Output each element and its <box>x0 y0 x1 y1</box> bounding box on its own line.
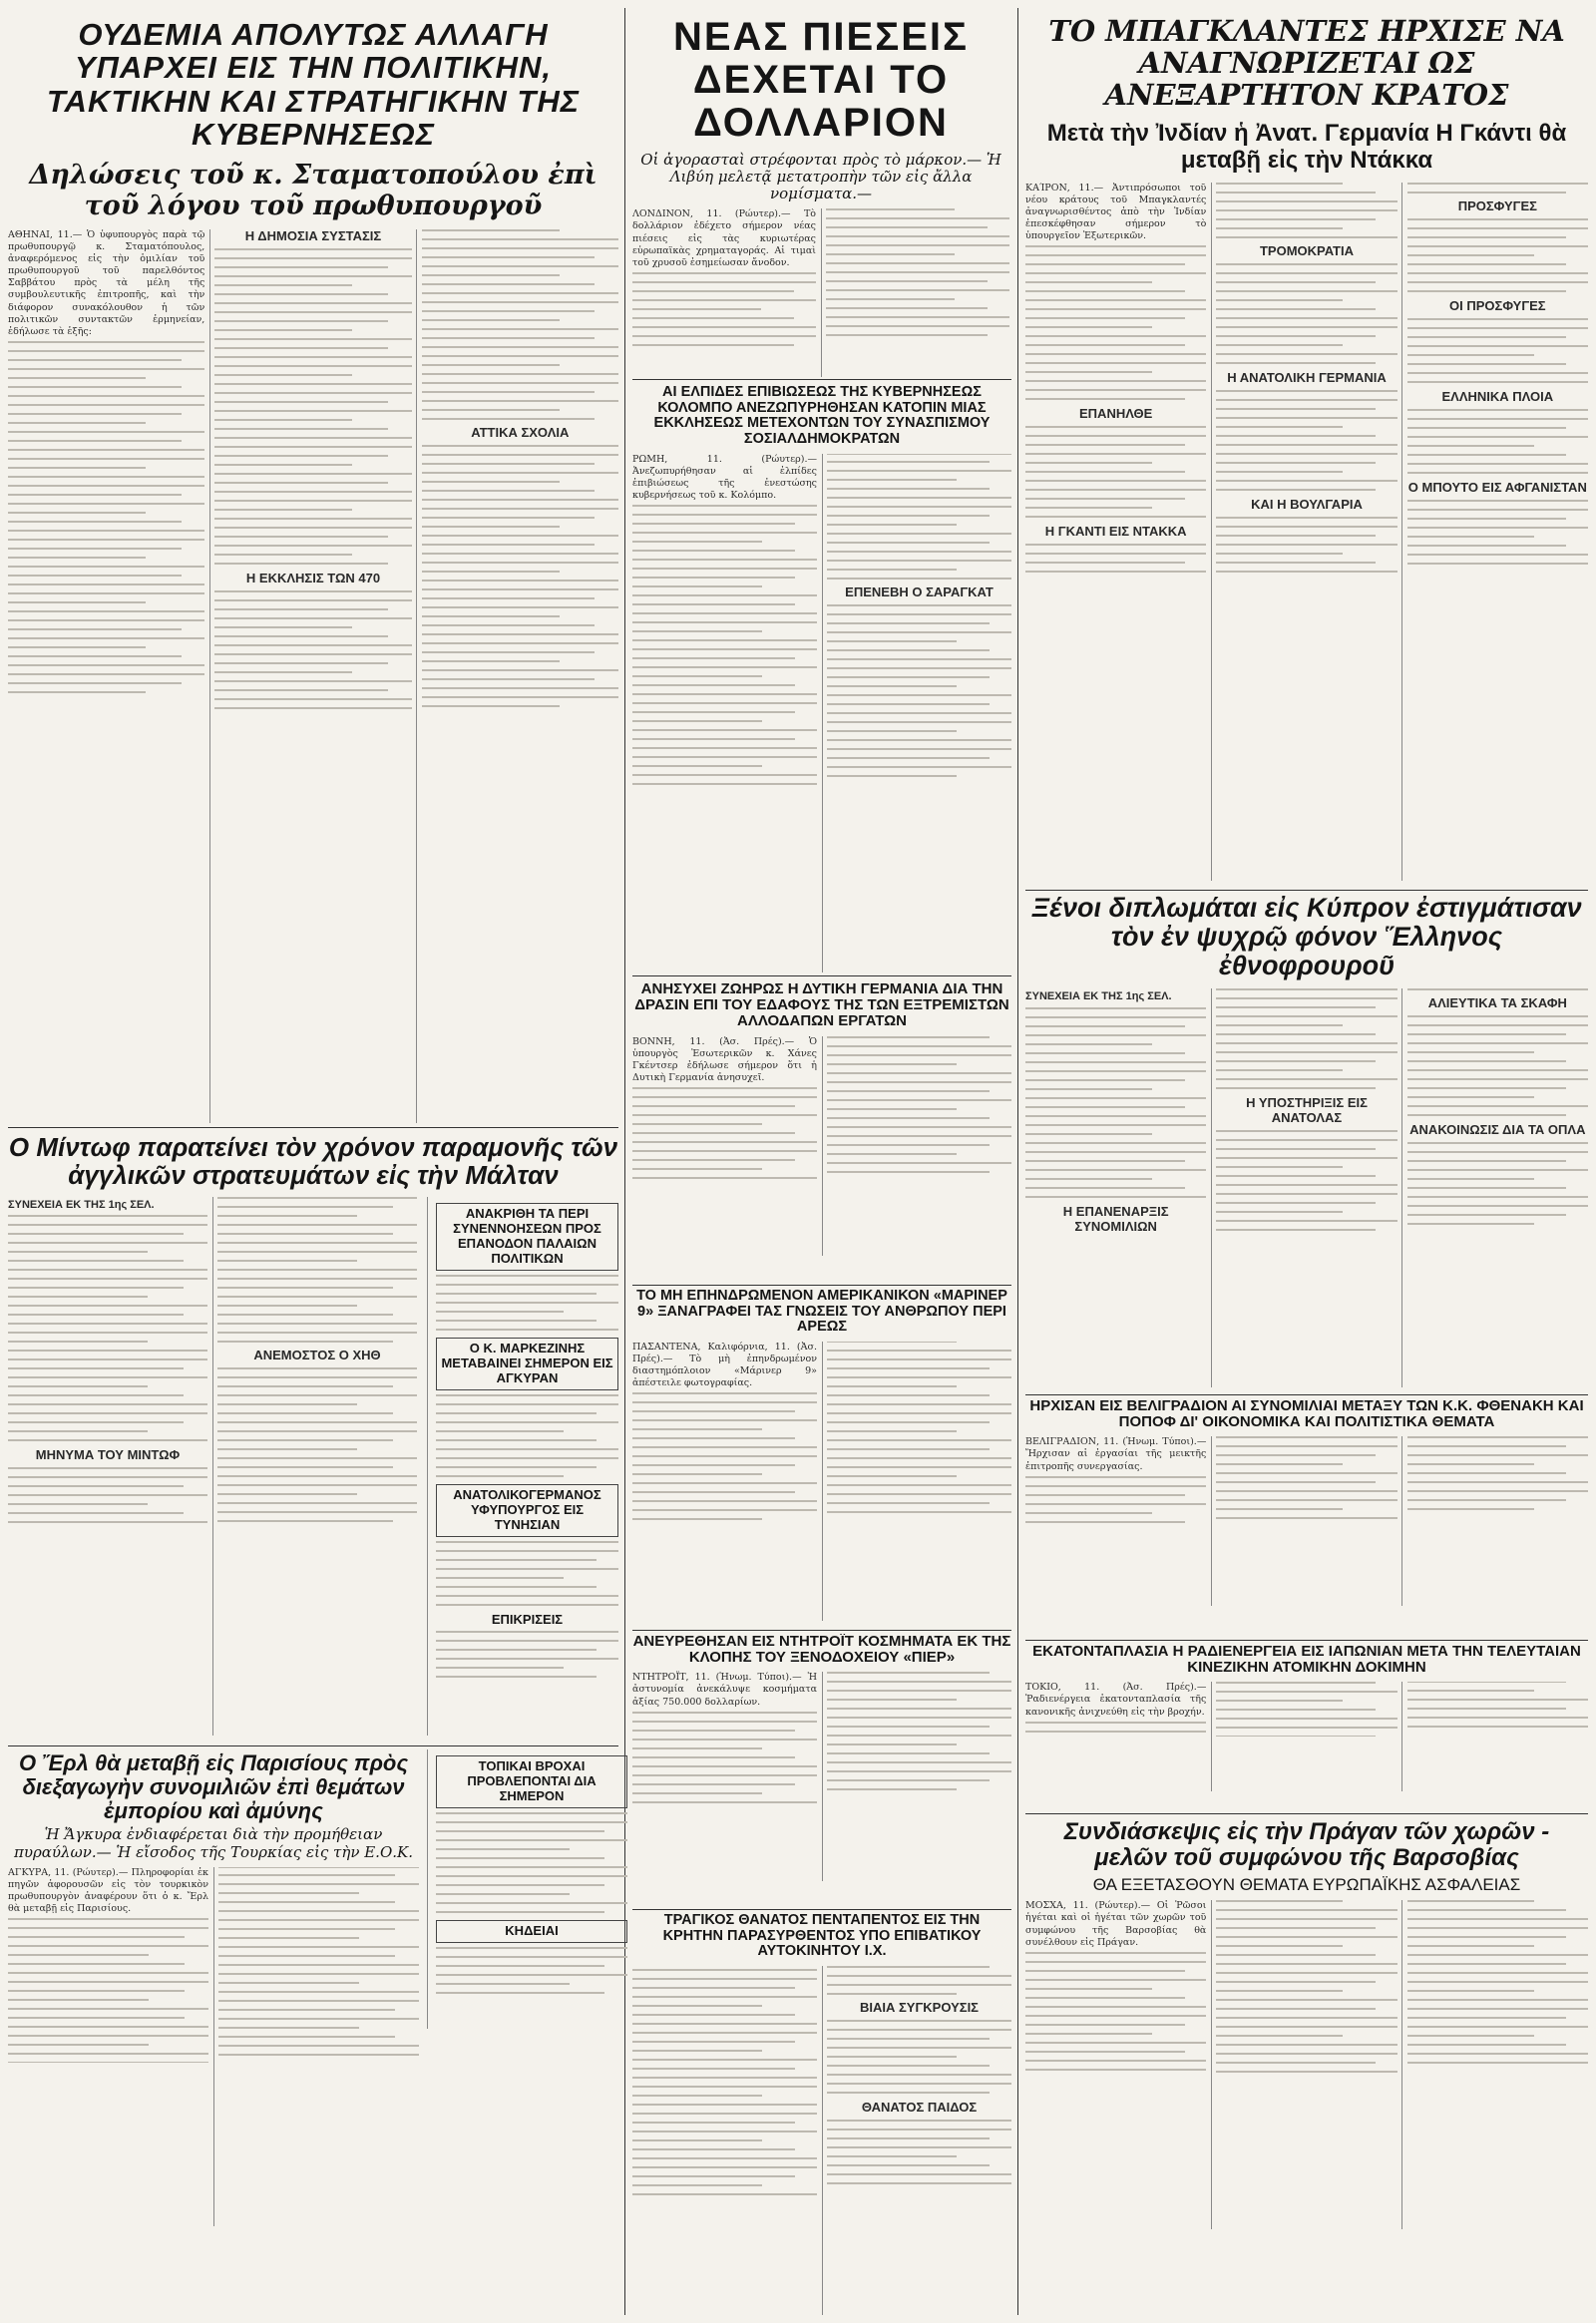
body-text-lines <box>1025 426 1206 518</box>
body-text-lines <box>1407 318 1588 383</box>
article-body <box>8 229 618 1123</box>
divider <box>8 1745 618 1746</box>
section-heading: ΕΛΛΗΝΙΚΑ ΠΛΟΙΑ <box>1441 388 1554 404</box>
body-text-lines <box>436 1394 618 1477</box>
headline: ΑΝΕΥΡΕΘΗΣΑΝ ΕΙΣ ΝΤΗΤΡΟΪΤ ΚΟΣΜΗΜΑΤΑ ΕΚ ΤΗΣ ΚΛΟΠΗΣ ΤΟΥ ΞΕΝΟΔΟΧΕΙΟΥ «ΠΙΕΡ» <box>632 1634 1011 1667</box>
article-mariner-9 <box>632 1289 1011 1628</box>
newspaper-page <box>8 8 1588 2315</box>
section-heading: ΜΗΝΥΜΑ ΤΟΥ ΜΙΝΤΩΦ <box>35 1447 181 1463</box>
body-text-lines <box>1407 409 1588 474</box>
body-text-lines <box>1025 1007 1206 1198</box>
section-heading: Η ΔΗΜΟΣΙΑ ΣΥΣΤΑΣΙΣ <box>244 227 382 243</box>
article-lead: ΡΩΜΗ, 11. (Ρώυτερ).— Ἀνεζωπυρήθησαν αἱ ἐλπίδες ἐπιβιώσεως τῆς ἐνεστώσης κυβερνήσεως τοῦ κ. Κολόμπο. <box>632 453 821 501</box>
body-text-lines <box>1407 500 1588 565</box>
subheadline: Οἱ ἀγορασταὶ στρέφονται πρὸς τὸ μάρκον.— Ἡ Λιβύη μελετᾷ μετατροπὴν τῶν εἰς ἄλλα νομίσματα.— <box>640 150 1001 203</box>
headline: Ο Μίντωφ παρατείνει τὸν χρόνον παραμονῆς τῶν ἀγγλικῶν στρατευμάτων εἰς τὴν Μάλταν <box>8 1133 618 1191</box>
article-crete-accident <box>632 1913 1011 2315</box>
article-body <box>1025 183 1588 881</box>
section-heading: ΤΡΟΜΟΚΡΑΤΙΑ <box>1259 242 1354 258</box>
section-heading: Η ΥΠΟΣΤΗΡΙΞΙΣ ΕΙΣ ΑΝΑΤΟΛΑΣ <box>1246 1095 1368 1126</box>
body-text-lines <box>1025 245 1206 400</box>
article-body <box>8 1867 419 2226</box>
body-text-lines <box>827 2120 1011 2184</box>
body-text-lines <box>214 248 411 565</box>
brief-heading: Ο Κ. ΜΑΡΚΕΖΙΝΗΣ ΜΕΤΑΒΑΙΝΕΙ ΣΗΜΕΡΟΝ ΕΙΣ ΑΓΚΥΡΑΝ <box>436 1338 618 1390</box>
article-body <box>632 1672 1011 1881</box>
section-heading: ΕΠΕΝΕΒΗ Ο ΣΑΡΑΓΚΑΤ <box>845 583 994 599</box>
section-heading: ΑΝΑΚΟΙΝΩΣΙΣ ΔΙΑ ΤΑ ΟΠΛΑ <box>1409 1122 1586 1138</box>
article-japan-radiation <box>1025 1644 1588 1813</box>
body-text-lines <box>436 1812 627 1913</box>
article-lead: ΤΟΚΙΟ, 11. (Ἀσ. Πρές).— Ῥαδιενέργεια ἑκατονταπλασία τῆς κανονικῆς ἀνιχνεύθη εἰς τὴν βροχήν. <box>1025 1682 1210 1718</box>
section-heading: ΑΤΤΙΚΑ ΣΧΟΛΙΑ <box>471 424 570 440</box>
brief-heading: ΑΝΑΤΟΛΙΚΟΓΕΡΜΑΝΟΣ ΥΦΥΠΟΥΡΓΟΣ ΕΙΣ ΤΥΝΗΣΙΑΝ <box>436 1484 618 1537</box>
continued-label: ΣΥΝΕΧΕΙΑ ΕΚ ΤΗΣ 1ης ΣΕΛ. <box>8 1199 155 1212</box>
headline: ΤΟ ΜΗ ΕΠΗΝΔΡΩΜΕΝΟΝ ΑΜΕΡΙΚΑΝΙΚΟΝ «ΜΑΡΙΝΕΡ 9» ΞΑΝΑΓΡΑΦΕΙ ΤΑΣ ΓΝΩΣΕΙΣ ΤΟΥ ΑΝΘΡΩΠΟΥ ΠΕΡΙ ΑΡΕΩΣ <box>636 1289 1007 1336</box>
article-body <box>1025 988 1588 1387</box>
section-heading: Η ΑΝΑΤΟΛΙΚΗ ΓΕΡΜΑΝΙΑ <box>1227 369 1387 385</box>
body-text-lines <box>8 341 204 693</box>
briefs-weather-funerals <box>427 1749 627 2029</box>
body-text-lines <box>1407 1015 1588 1116</box>
article-lead: ΑΘΗΝΑΙ, 11.— Ὁ ὑφυπουργὸς παρὰ τῷ πρωθυπουργῷ κ. Σταματόπουλος, ἀναφερόμενος εἰς τὴν ὁμιλίαν τοῦ πρωθυπουργοῦ τοῦ παρελθόντος Σαββάτου πρὸς τὰ μέλη τῆς συμβουλευτικῆς ἐπιτροπῆς, καὶ τὴν διάφορον συνακόλουθον ἡ τῶν πολιτικῶν συντακτῶν ἐρμηνείαν, ἐδήλωσε τὰ ἑξῆς: <box>8 228 208 337</box>
article-bangladesh <box>1025 8 1588 886</box>
article-body <box>8 1197 417 1736</box>
article-erim-paris <box>8 1751 419 2315</box>
section-heading: Η ΓΚΑΝΤΙ ΕΙΣ ΝΤΑΚΚΑ <box>1044 524 1187 540</box>
section-heading: Ο ΜΠΟΥΤΟ ΕΙΣ ΑΦΓΑΝΙΣΤΑΝ <box>1407 479 1587 495</box>
article-lead: ΚΑΊΡΟΝ, 11.— Ἀντιπρόσωποι τοῦ νέου κράτους τοῦ Μπαγκλαντές ἀναγνωρισθέντος ἀπὸ τὴν Ἰνδίαν ἐπεσκέφθησαν σήμερον τὸ ὑπουργεῖον Ἐξωτερικῶν. <box>1025 182 1210 242</box>
article-body <box>1025 1436 1588 1606</box>
article-body <box>1025 1682 1588 1791</box>
body-text-lines <box>422 445 618 707</box>
article-body <box>632 1342 1011 1621</box>
article-body <box>1025 1900 1588 2229</box>
body-text-lines <box>827 2020 1011 2094</box>
section-heading: Η ΕΠΑΝΕΝΑΡΞΙΣ ΣΥΝΟΜΙΛΙΩΝ <box>1062 1203 1169 1234</box>
article-lead: ΜΟΣΧΑ, 11. (Ρώυτερ).— Οἱ Ῥῶσοι ἡγέται καὶ οἱ ἡγέται τῶν χωρῶν τοῦ συμφώνου τῆς Βαρσοβίας θὰ συνέλθουν εἰς Πράγαν. <box>1025 1900 1210 1948</box>
article-cyprus <box>1025 894 1588 1392</box>
headline: ΑΙ ΕΛΠΙΔΕΣ ΕΠΙΒΙΩΣΕΩΣ ΤΗΣ ΚΥΒΕΡΝΗΣΕΩΣ ΚΟΛΟΜΠΟ ΑΝΕΖΩΠΥΡΗΘΗΣΑΝ ΚΑΤΟΠΙΝ ΜΙΑΣ ΕΚΚΛΗΣΕΩΣ ΜΕΤΕΧΟΝΤΩΝ ΤΟΥ ΣΥΝΑΣΠΙΣΜΟΥ ΣΟΣΙΑΛΔΗΜΟΚΡΑΤΩΝ <box>653 385 991 447</box>
body-text-lines <box>827 604 1011 777</box>
divider <box>632 379 1011 380</box>
article-body <box>632 208 1009 377</box>
section-heading: ΠΡΟΣΦΥΓΕΣ <box>1457 197 1537 213</box>
body-text-lines <box>1216 988 1396 1089</box>
brief-heading: ΑΝΑΚΡΙΘΗ ΤΑ ΠΕΡΙ ΣΥΝΕΝΝΟΗΣΕΩΝ ΠΡΟΣ ΕΠΑΝΟΔΟΝ ΠΑΛΑΙΩΝ ΠΟΛΙΤΙΚΩΝ <box>436 1203 618 1271</box>
article-detroit-jewels <box>632 1634 1011 1908</box>
headline: ΟΥΔΕΜΙΑ ΑΠΟΛΥΤΩΣ ΑΛΛΑΓΗ ΥΠΑΡΧΕΙ ΕΙΣ ΤΗΝ ΠΟΛΙΤΙΚΗΝ, ΤΑΚΤΙΚΗΝ ΚΑΙ ΣΤΡΑΤΗΓΙΚΗΝ ΤΗΣ ΚΥΒΕΡΝΗΣΕΩΣ <box>46 17 581 153</box>
headline: ΤΟ ΜΠΑΓΚΛΑΝΤΕΣ ΗΡΧΙΣΕ ΝΑ ΑΝΑΓΝΩΡΙΖΕΤΑΙ ΩΣ ΑΝΕΞΑΡΤΗΤΟΝ ΚΡΑΤΟΣ <box>1048 14 1565 112</box>
subheadline: ΘΑ ΕΞΕΤΑΣΘΟΥΝ ΘΕΜΑΤΑ ΕΥΡΩΠΑΪΚΗΣ ΑΣΦΑΛΕΙΑΣ <box>1092 1874 1521 1894</box>
divider <box>1025 1394 1588 1395</box>
article-colombo-government <box>632 385 1011 973</box>
column-rule <box>624 8 625 1075</box>
headline: Συνδιάσκεψις εἰς τὴν Πράγαν τῶν χωρῶν - μελῶν τοῦ συμφώνου τῆς Βαρσοβίας <box>1063 1819 1550 1871</box>
body-text-lines <box>1407 218 1588 292</box>
body-text-lines <box>217 1367 417 1522</box>
divider <box>632 1285 1011 1286</box>
section-heading: ΒΙΑΙΑ ΣΥΓΚΡΟΥΣΙΣ <box>860 1999 979 2015</box>
article-body <box>632 1036 1011 1256</box>
briefs-column <box>427 1197 618 1736</box>
section-heading: ΟΙ ΠΡΟΣΦΥΓΕΣ <box>1449 297 1546 313</box>
divider <box>8 1127 618 1128</box>
article-west-germany <box>632 981 1011 1281</box>
headline: ΗΡΧΙΣΑΝ ΕΙΣ ΒΕΛΙΓΡΑΔΙΟΝ ΑΙ ΣΥΝΟΜΙΛΙΑΙ ΜΕΤΑΞΥ ΤΩΝ Κ.Κ. ΦΘΕΝΑΚΗ ΚΑΙ ΠΟΠΟΦ ΔΙ' ΟΙΚΟΝΟΜΙΚΑ ΚΑΙ ΠΟΛΙΤΙΣΤΙΚΑ ΘΕΜΑΤΑ <box>1029 1398 1584 1431</box>
article-lead: ΒΟΝΝΗ, 11. (Ἀσ. Πρές).— Ὁ ὑπουργὸς Ἐσωτερικῶν κ. Χάνες Γκέντσερ ἐδήλωσε σήμερον ὅτι ἡ Δυτικὴ Γερμανία ἀνησυχεῖ. <box>632 1035 821 1083</box>
body-text-lines <box>436 1631 618 1678</box>
headline: ΤΡΑΓΙΚΟΣ ΘΑΝΑΤΟΣ ΠΕΝΤΑΠΕΝΤΟΣ ΕΙΣ ΤΗΝ ΚΡΗΤΗΝ ΠΑΡΑΣΥΡΘΕΝΤΟΣ ΥΠΟ ΕΠΙΒΑΤΙΚΟΥ ΑΥΤΟΚΙΝΗΤΟΥ Ι.Χ. <box>662 1913 982 1960</box>
divider <box>632 975 1011 976</box>
divider <box>1025 1813 1588 1814</box>
headline: Ο Ἔρλ θὰ μεταβῇ εἰς Παρισίους πρὸς διεξαγωγὴν συνομιλιῶν ἐπὶ θεμάτων ἐμπορίου καὶ ἀμύνης <box>18 1751 409 1823</box>
section-heading: ΚΑΙ Η ΒΟΥΛΓΑΡΙΑ <box>1251 496 1363 512</box>
article-lead: ΝΤΗΤΡΟΪΤ, 11. (Ἡνωμ. Τύποι).— Ἡ ἀστυνομία ἀνεκάλυψε κοσμήματα ἀξίας 750.000 δολλαρίων. <box>632 1672 821 1708</box>
column-rule <box>624 1075 625 2315</box>
article-lead: ΛΟΝΔΙΝΟΝ, 11. (Ρώυτερ).— Τὸ δολλάριον ἐδέχετο σήμερον νέας πιέσεις εἰς τὰς κυριωτέρας εὐρωπαϊκὰς χρηματαγοράς. Αἱ τιμαὶ τοῦ χρυσοῦ ἐσημείωσαν ἄνοδον. <box>632 208 820 268</box>
body-text-lines <box>1216 390 1396 491</box>
section-heading: Η ΕΚΚΛΗΣΙΣ ΤΩΝ 470 <box>245 570 381 585</box>
subheadline: Δηλώσεις τοῦ κ. Σταματοπούλου ἐπὶ τοῦ λόγου τοῦ πρωθυπουργοῦ <box>29 159 598 221</box>
section-heading: ΑΝΕΜΟΣΤΟΣ Ο ΧΗΘ <box>253 1348 381 1363</box>
body-text-lines <box>436 1275 618 1331</box>
divider <box>632 1909 1011 1910</box>
subheadline: Μετὰ τὴν Ἰνδίαν ἡ Ἀνατ. Γερμανία Η Γκάντι θὰ μεταβῇ εἰς τὴν Ντάκκα <box>1046 119 1567 175</box>
headline: ΝΕΑΣ ΠΙΕΣΕΙΣ ΔΕΧΕΤΑΙ ΤΟ ΔΟΛΛΑΡΙΟΝ <box>672 15 970 146</box>
article-body <box>632 454 1011 972</box>
divider <box>1025 890 1588 891</box>
section-heading: ΕΠΑΝΗΛΘΕ <box>1079 406 1153 422</box>
section-heading: ΘΑΝΑΤΟΣ ΠΑΙΔΟΣ <box>861 2099 978 2115</box>
article-prague-conference <box>1025 1819 1588 2315</box>
article-lead: ΑΓΚΥΡΑ, 11. (Ρώυτερ).— Πληροφορίαι ἐκ πηγῶν ἀφορουσῶν εἰς τὸν τουρκικὸν πρωθυπουργὸν ἀναφέρουν ὅτι ὁ κ. Ἔρλ θὰ μεταβῇ εἰς Παρισίους. <box>8 1866 212 1915</box>
column-rule <box>1017 8 1018 2315</box>
body-text-lines <box>8 1215 207 1441</box>
article-malta <box>8 1133 618 1742</box>
headline: ΑΝΗΣΥΧΕΙ ΖΩΗΡΩΣ Η ΔΥΤΙΚΗ ΓΕΡΜΑΝΙΑ ΔΙΑ ΤΗΝ ΔΡΑΣΙΝ ΕΠΙ ΤΟΥ ΕΔΑΦΟΥΣ ΤΗΣ ΤΩΝ ΕΞΤΡΕΜΙΣΤΩΝ ΑΛΛΟΔΑΠΩΝ ΕΡΓΑΤΩΝ <box>634 981 1009 1030</box>
article-government-policy <box>8 8 618 1123</box>
body-text-lines <box>436 1541 618 1606</box>
article-body <box>632 1966 1011 2315</box>
brief-heading: ΤΟΠΙΚΑΙ ΒΡΟΧΑΙ ΠΡΟΒΛΕΠΟΝΤΑΙ ΔΙΑ ΣΗΜΕΡΟΝ <box>436 1755 627 1808</box>
body-text-lines <box>436 1947 627 1994</box>
brief-label: ΕΠΙΚΡΙΣΕΙΣ <box>491 1611 564 1627</box>
subheadline: Ἡ Ἄγκυρα ἐνδιαφέρεται διὰ τὴν προμήθειαν πυραύλων.— Ἡ εἴσοδος τῆς Τουρκίας εἰς τὴν Ε.Ο.Κ. <box>14 1825 413 1861</box>
brief-heading: ΚΗΔΕΙΑΙ <box>436 1920 627 1943</box>
divider <box>1025 1640 1588 1641</box>
article-lead: ΠΑΣΑΝΤΕΝΑ, Καλιφόρνια, 11. (Ἀσ. Πρές).— Τὸ μὴ ἐπηνδρωμένον διαστημόπλοιον «Μάρινερ 9» ἀπέστειλε φωτογραφίας. <box>632 1341 821 1389</box>
article-belgrade-talks <box>1025 1398 1588 1638</box>
article-lead: ΒΕΛΙΓΡΑΔΙΟΝ, 11. (Ἡνωμ. Τύποι).— Ἤρχισαν αἱ ἐργασίαι τῆς μεικτῆς ἐπιτροπῆς συνεργασίας. <box>1025 1436 1210 1472</box>
body-text-lines <box>1407 1142 1588 1225</box>
divider <box>632 1630 1011 1631</box>
body-text-lines <box>1216 263 1396 364</box>
article-dollar <box>632 8 1009 377</box>
continued-label: ΣΥΝΕΧΕΙΑ ΕΚ ΤΗΣ 1ης ΣΕΛ. <box>1025 990 1172 1003</box>
headline: ΕΚΑΤΟΝΤΑΠΛΑΣΙΑ Η ΡΑΔΙΕΝΕΡΓΕΙΑ ΕΙΣ ΙΑΠΩΝΙΑΝ ΜΕΤΑ ΤΗΝ ΤΕΛΕΥΤΑΙΑΝ ΚΙΝΕΖΙΚΗΝ ΑΤΟΜΙΚΗΝ ΔΟΚΙΜΗΝ <box>1032 1644 1581 1677</box>
headline: Ξένοι διπλωμάται εἰς Κύπρον ἐστιγμάτισαν τὸν ἐν ψυχρῷ φόνον Ἕλληνος ἐθνοφρουροῦ <box>1031 894 1582 981</box>
section-heading: ΑΛΙΕΥΤΙΚΑ ΤΑ ΣΚΑΦΗ <box>1427 995 1567 1011</box>
